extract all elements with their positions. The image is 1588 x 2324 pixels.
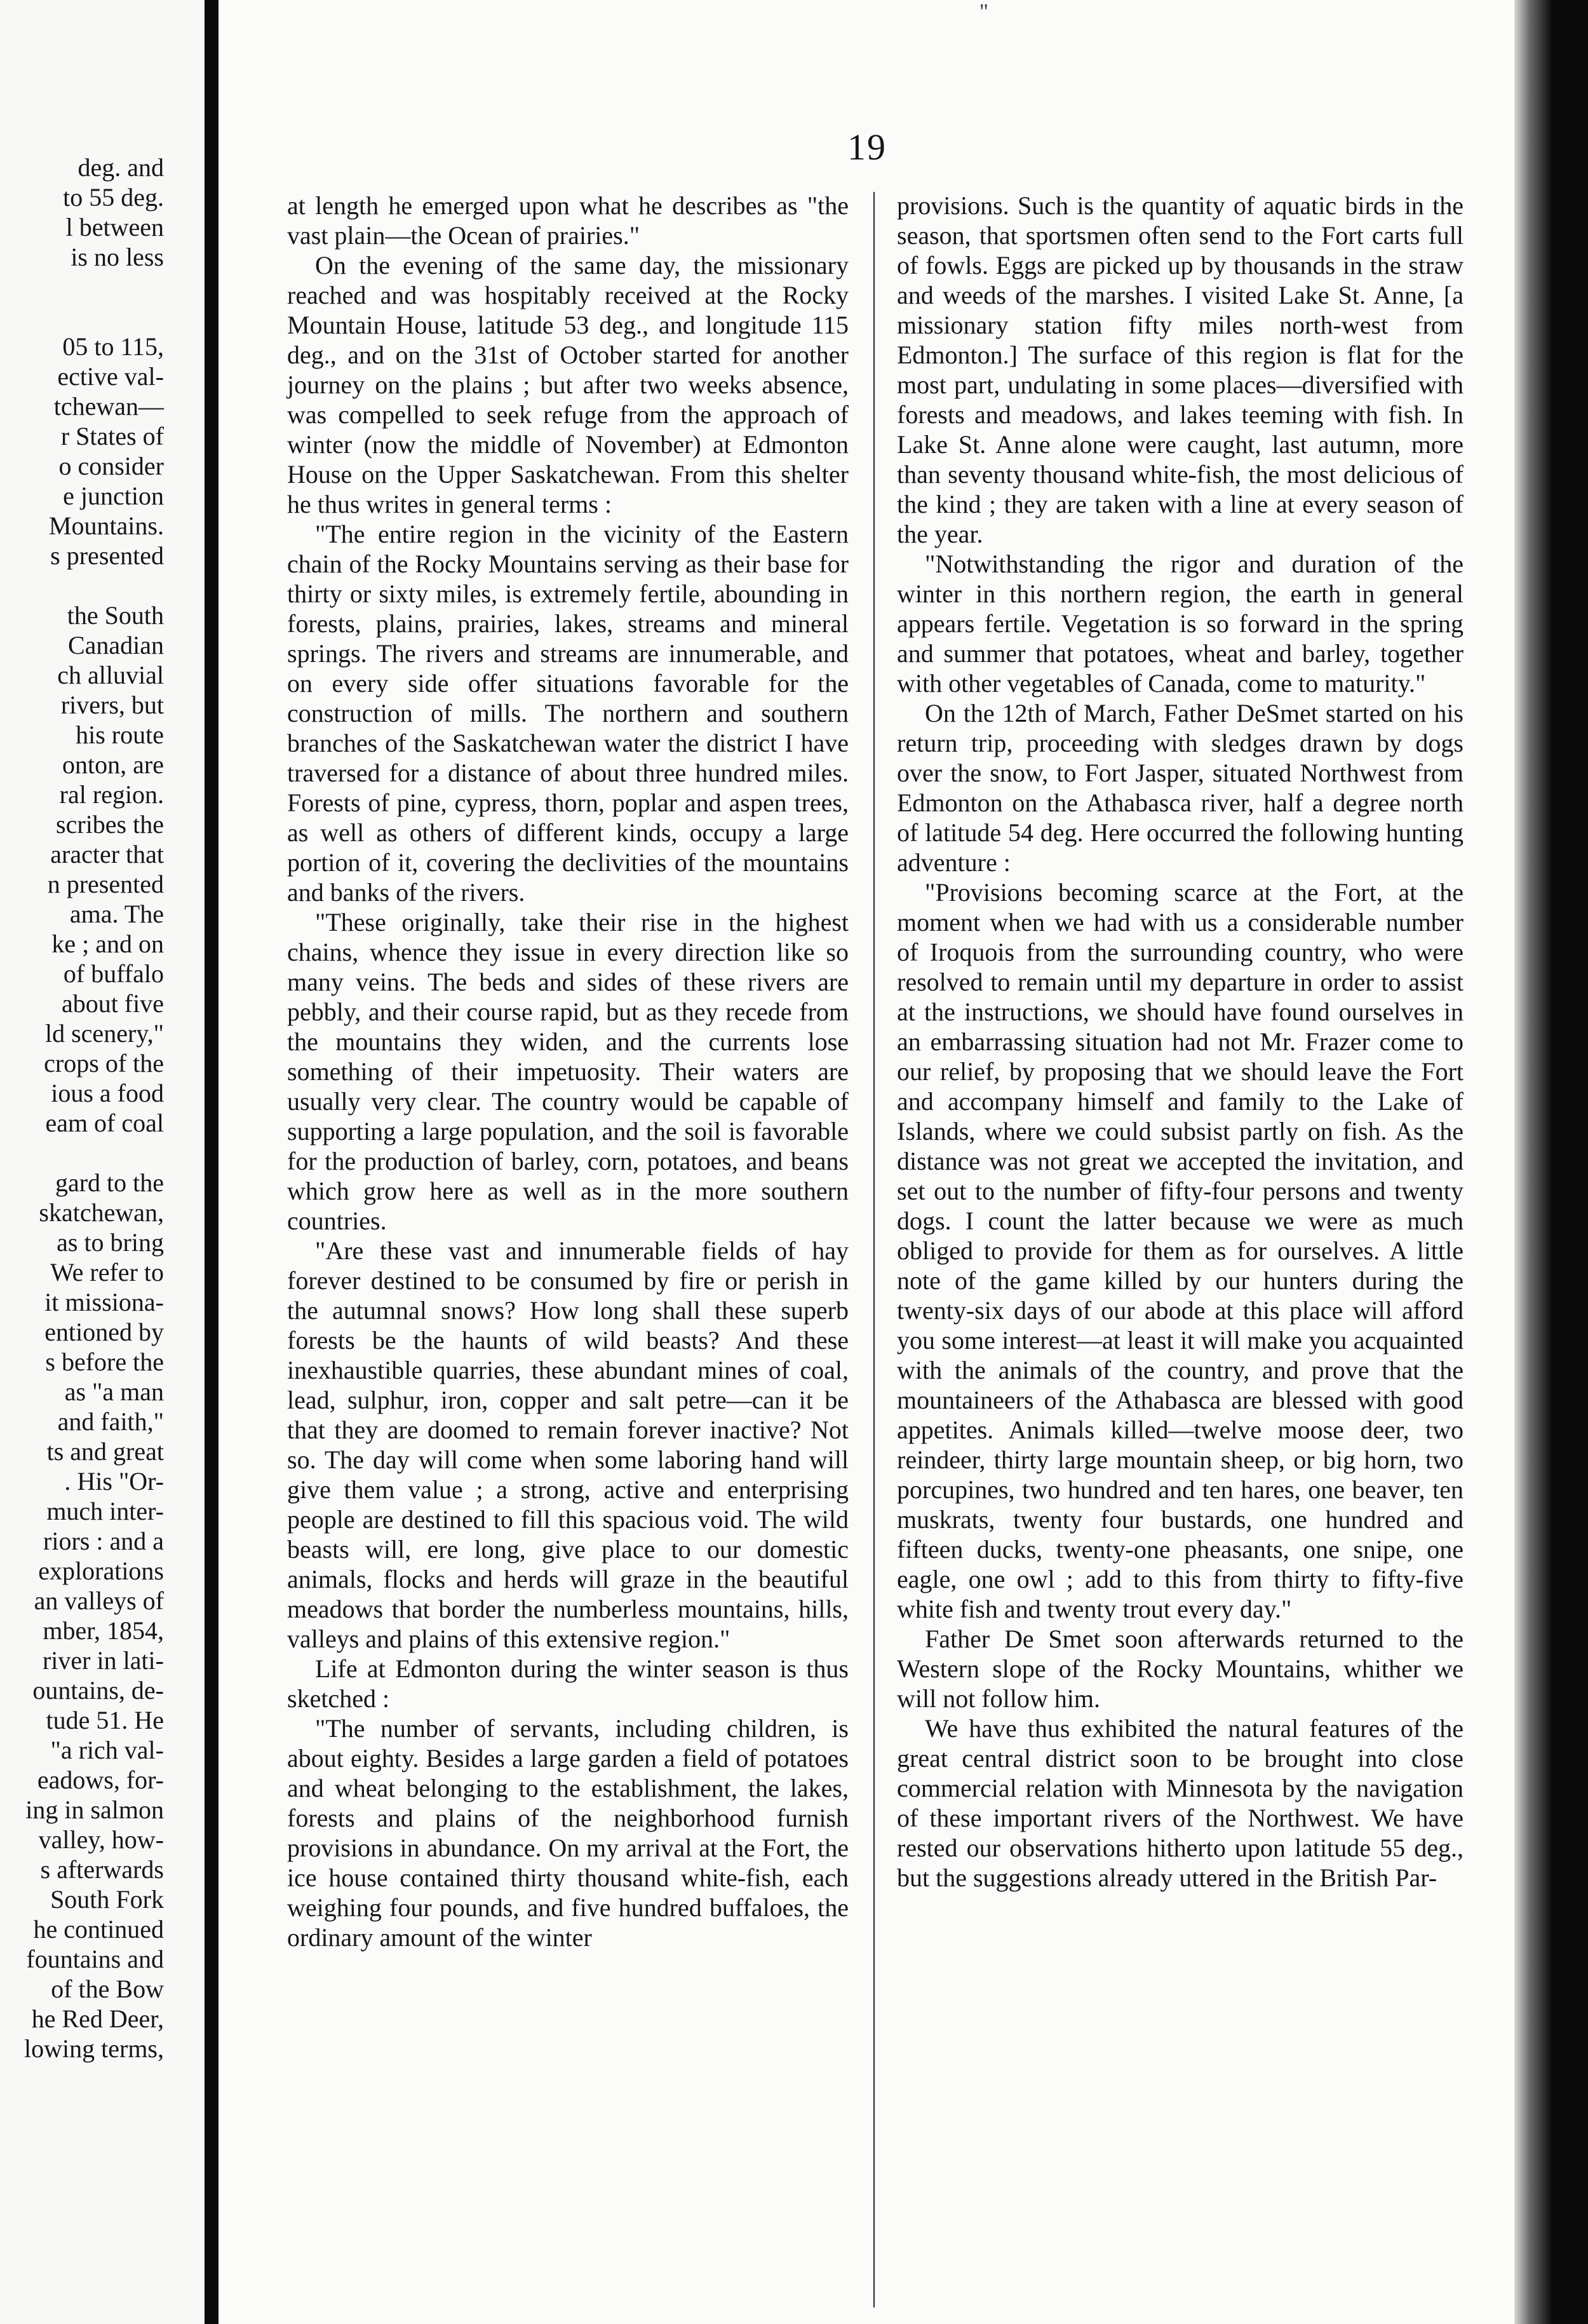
margin-fragment: ountains, de- <box>32 1676 164 1705</box>
margin-fragment: as "a man <box>64 1377 164 1406</box>
margin-fragment: eadows, for- <box>37 1766 164 1794</box>
margin-fragment: his route <box>76 720 164 749</box>
paragraph: On the evening of the same day, the missionary reached and was hospitably received at the Rocky Mountain House, latitude 53 deg., and longitude 115 deg., and on the 31st of October started for another journey on the plains ; but after two weeks absence, was compelled to seek refuge from the approach of winter (now the middle of November) at Edmonton House on the Upper Saskatchewan. From this shelter he thus writes in general terms : <box>287 251 849 518</box>
margin-fragment: lowing terms, <box>24 2034 164 2063</box>
margin-fragment: tchewan— <box>53 392 164 421</box>
margin-fragment: 05 to 115, <box>62 332 164 361</box>
margin-fragment: of buffalo <box>63 959 164 988</box>
margin-fragment: to 55 deg. <box>63 183 164 212</box>
paragraph: We have thus exhibited the natural features of the great central district soon to be brought into close commercial relation with Minnesota by the navigation of these important rivers of the Northwest. We have rested our observations hitherto upon latitude 55 deg., but the suggestions already uttered in the British Par- <box>897 1714 1464 1892</box>
right-text-column <box>897 191 1464 2300</box>
margin-fragment: he Red Deer, <box>31 2004 164 2033</box>
paragraph: at length he emerged upon what he describes as "the vast plain—the Ocean of prairies." <box>287 191 849 250</box>
margin-fragment: about five <box>61 989 164 1018</box>
margin-fragment: much inter- <box>46 1497 164 1525</box>
page-gutter <box>205 0 219 2324</box>
margin-fragment: "a rich val- <box>50 1736 164 1764</box>
margin-fragment: s afterwards <box>40 1855 164 1884</box>
margin-fragment: the South <box>67 601 164 630</box>
margin-fragment: o consider <box>58 452 164 480</box>
margin-fragment: Mountains. <box>48 511 164 540</box>
margin-fragment: skatchewan, <box>39 1198 164 1227</box>
margin-fragment: it missiona- <box>44 1288 164 1316</box>
margin-fragment: as to bring <box>57 1228 164 1257</box>
margin-fragment: deg. and <box>77 153 164 182</box>
margin-fragment: riors : and a <box>43 1527 164 1555</box>
margin-fragment: We refer to <box>50 1258 164 1287</box>
paragraph: "These originally, take their rise in the highest chains, whence they issue in every direction like so many veins. The beds and sides of these rivers are pebbly, and their course rapid, but as they recede from the mountains they widen, and the currents lose something of their impetuosity. Their waters are usually very clear. The country would be capable of supporting a large population, and the soil is favorable for the production of barley, corn, potatoes, and beans which grow here as well as in the more southern countries. <box>287 908 849 1235</box>
margin-fragment: tude 51. He <box>46 1706 164 1734</box>
margin-fragment: rivers, but <box>60 691 164 719</box>
margin-fragment: is no less <box>71 243 164 271</box>
paragraph: provisions. Such is the quantity of aquatic birds in the season, that sportsmen often send to the Fort carts full of fowls. Eggs are picked up by thousands in the straw and weeds of the marshes. I visited Lake St. Anne, [a missionary station fifty miles north-west from Edmonton.] The surface of this region is flat for the most part, undulating in some places—diversified with forests and meadows, and lakes teeming with fish. In Lake St. Anne alone were caught, last autumn, more than seventy thousand white-fish, the most delicious of the kind ; they are taken with a line at every season of the year. <box>897 191 1464 548</box>
paragraph: "Provisions becoming scarce at the Fort, at the moment when we had with us a considerable number of Iroquois from the surrounding country, who were resolved to remain until my departure in order to assist at the instructions, we should have found ourselves in an embarrassing situation had not Mr. Frazer come to our relief, by proposing that we should leave the Fort and accompany himself and family to the Lake of Islands, where we could subsist partly on fish. As the distance was not great we accepted the invitation, and set out to the number of fifty-four persons and twenty dogs. I count the latter because we were as much obliged to provide for them as for ourselves. A little note of the game killed by our hunters during the twenty-six days of our abode at this place will afford you some interest—at least it will make you acquainted with the animals of the country, and prove that the mountaineers of the Athabasca are blessed with good appetites. Animals killed—twelve moose deer, two reindeer, thirty large mountain sheep, or big horn, two porcupines, two hundred and ten hares, one beaver, ten muskrats, twenty four bustards, one hundred and fifteen ducks, twenty-one pheasants, one snipe, one eagle, one owl ; add to this from thirty to fifty-five white fish and twenty trout every day." <box>897 878 1464 1623</box>
top-mark: " <box>979 0 988 24</box>
paragraph: On the 12th of March, Father DeSmet started on his return trip, proceeding with sledges drawn by dogs over the snow, to Fort Jasper, situated Northwest from Edmonton on the Athabasca river, half a degree north of latitude 54 deg. Here occurred the following hunting adventure : <box>897 699 1464 877</box>
paragraph: Father De Smet soon afterwards returned to the Western slope of the Rocky Mountains, whither we will not follow him. <box>897 1625 1464 1713</box>
margin-fragment: ke ; and on <box>51 929 164 958</box>
margin-fragment: entioned by <box>44 1318 164 1346</box>
margin-fragment: ts and great <box>46 1437 164 1466</box>
margin-fragment: ious a food <box>51 1079 164 1107</box>
margin-fragment: ective val- <box>57 362 164 391</box>
margin-fragment: river in lati- <box>42 1646 164 1675</box>
margin-fragment: . His "Or- <box>64 1467 164 1496</box>
paragraph: "Notwithstanding the rigor and duration of the winter in this northern region, the earth in general appears fertile. Vegetation is so forward in the spring and summer that potatoes, wheat and barley, together with other vegetables of Canada, come to maturity." <box>897 550 1464 698</box>
column-divider <box>873 192 875 2307</box>
margin-fragment: ld scenery," <box>45 1019 164 1048</box>
paragraph: "The entire region in the vicinity of the Eastern chain of the Rocky Mountains serving as their base for thirty or sixty miles, is extremely fertile, abounding in forests, plains, prairies, lakes, streams and mineral springs. The rivers and streams are innumerable, and on every side offer situations favorable for the construction of mills. The northern and southern branches of the Saskatchewan water the district I have traversed for a distance of about three hundred miles. Forests of pine, cypress, thorn, poplar and aspen trees, as well as others of different kinds, occupy a large portion of it, covering the declivities of the mountains and banks of the rivers. <box>287 520 849 907</box>
margin-fragment: ch alluvial <box>57 661 164 689</box>
margin-fragment: l between <box>65 213 164 241</box>
margin-fragment: aracter that <box>50 840 164 868</box>
paragraph: "Are these vast and innumerable fields of hay forever destined to be consumed by fire or perish in the autumnal snows? How long shall these superb forests be the haunts of wild beasts? And these inexhaustible quarries, these abundant mines of coal, lead, sulphur, iron, copper and salt petre—can it be that they are doomed to remain forever inactive? Not so. The day will come when some laboring hand will give them value ; a strong, active and enterprising people are destined to fill this spacious void. The wild beasts will, ere long, give place to our domestic animals, flocks and herds will graze in the beautiful meadows that border the numberless mountains, hills, valleys and plains of this extensive region." <box>287 1236 849 1653</box>
margin-fragment: n presented <box>47 870 164 898</box>
margin-fragment: fountains and <box>26 1945 164 1973</box>
margin-fragment: e junction <box>63 482 164 510</box>
margin-fragment: r States of <box>60 422 164 450</box>
margin-fragment: ing in salmon <box>25 1795 164 1824</box>
margin-fragment: he continued <box>33 1915 164 1943</box>
margin-fragment: explorations <box>38 1557 164 1585</box>
margin-fragment: s before the <box>45 1348 164 1376</box>
margin-fragment: of the Bow <box>51 1975 164 2003</box>
margin-fragment: eam of coal <box>45 1109 164 1137</box>
previous-page-strip <box>0 0 205 2324</box>
margin-fragment: scribes the <box>56 810 164 839</box>
paragraph: "The number of servants, including children, is about eighty. Besides a large garden a field of potatoes and wheat belonging to the establishment, the lakes, forests and plains of the neighborhood furnish provisions in abundance. On my arrival at the Fort, the ice house contained thirty thousand white-fish, each weighing four pounds, and five hundred buffaloes, the ordinary amount of the winter <box>287 1714 849 1952</box>
margin-fragment: Canadian <box>67 631 164 659</box>
margin-fragment: valley, how- <box>38 1825 164 1854</box>
margin-fragment: ral region. <box>59 780 164 809</box>
margin-fragment: mber, 1854, <box>43 1616 164 1645</box>
page-edge-shadow <box>1514 0 1552 2324</box>
scanned-page <box>219 0 1514 2324</box>
margin-fragment: South Fork <box>50 1885 164 1914</box>
margin-fragment: gard to the <box>55 1168 164 1197</box>
margin-fragment: s presented <box>50 541 164 570</box>
page-number: 19 <box>847 126 887 168</box>
margin-fragment: crops of the <box>44 1049 164 1078</box>
margin-fragment: ama. The <box>69 900 164 928</box>
margin-fragment: onton, are <box>62 750 164 779</box>
margin-fragment: and faith," <box>57 1407 164 1436</box>
left-text-column <box>287 191 849 2300</box>
margin-fragment: an valleys of <box>34 1586 164 1615</box>
paragraph: Life at Edmonton during the winter season is thus sketched : <box>287 1654 849 1713</box>
